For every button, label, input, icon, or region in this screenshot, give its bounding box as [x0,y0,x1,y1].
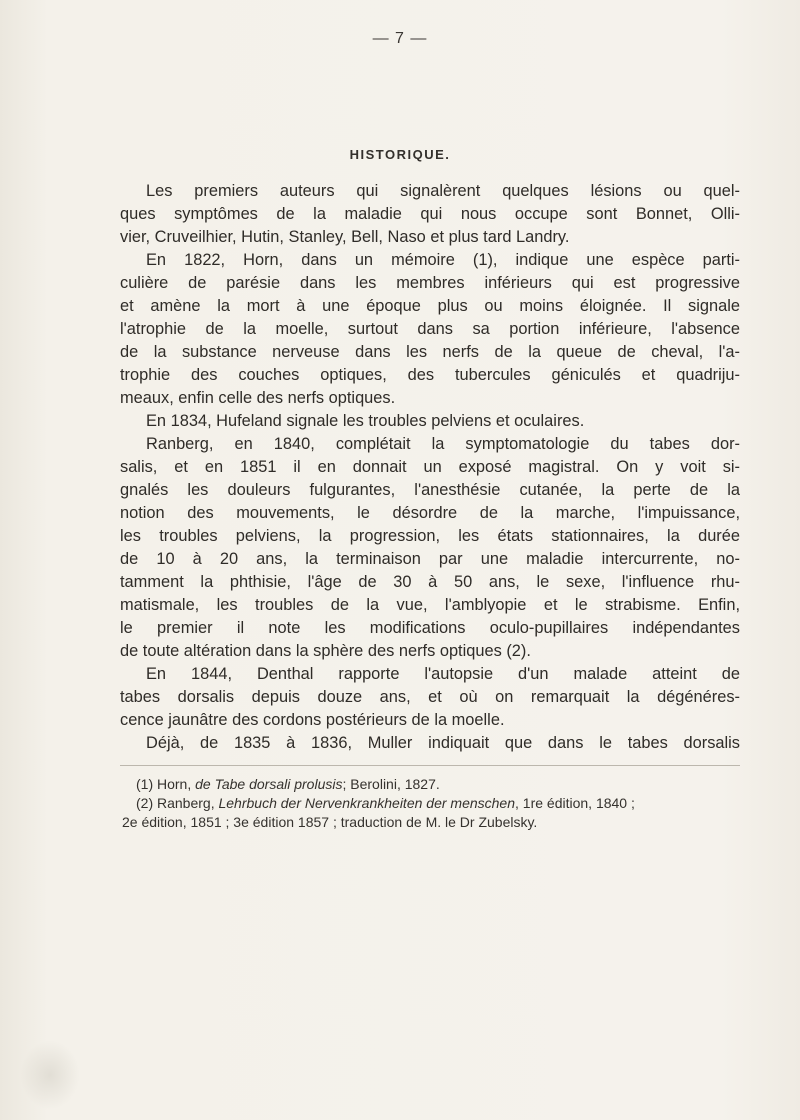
body-text [120,180,740,755]
text-line: Les premiers auteurs qui signalèrent quelques lésions ou quel- [146,182,740,200]
text-line: de toute altération dans la sphère des nerfs optiques (2). [120,642,531,660]
text-line: le premier il note les modifications oculo-pupillaires indépendantes [120,619,740,637]
footnote-divider [120,765,740,766]
text-line: En 1822, Horn, dans un mémoire (1), indique une espèce parti- [146,251,740,269]
text-line: notion des mouvements, le désordre de la marche, l'impuissance, [120,504,740,522]
footnote-1-suffix: ; Berolini, 1827. [342,776,440,792]
footnote-2-suffix: , 1re édition, 1840 ; [515,795,635,811]
page-number: — 7 — [372,30,428,47]
text-line: tamment la phthisie, l'âge de 30 à 50 ans, le sexe, l'influence rhu- [120,573,740,591]
text-line: les troubles pelviens, la progression, les états stationnaires, la durée [120,527,740,545]
text-line: trophie des couches optiques, des tubercules géniculés et quadriju- [120,366,740,384]
footnote-2-title: Lehrbuch der Nervenkrankheiten der menschen [218,795,515,811]
paper-stain [20,1040,80,1110]
footnote-2 [122,794,737,813]
text-line: de 10 à 20 ans, la terminaison par une maladie intercurrente, no- [120,550,740,568]
text-line: meaux, enfin celle des nerfs optiques. [120,389,396,407]
section-heading: HISTORIQUE. [349,147,451,162]
text-line: matismale, les troubles de la vue, l'amblyopie et le strabisme. Enfin, [120,596,740,614]
footnotes [122,775,737,832]
text-line: l'atrophie de la moelle, surtout dans sa portion inférieure, l'absence [120,320,740,338]
text-line: tabes dorsalis depuis douze ans, et où on remarquait la dégénéres- [120,688,740,706]
footnote-2-prefix: (2) Ranberg, [136,795,219,811]
text-line: de la substance nerveuse dans les nerfs de la queue de cheval, l'a- [120,343,740,361]
text-line: cence jaunâtre des cordons postérieurs de la moelle. [120,711,505,729]
text-line: En 1844, Denthal rapporte l'autopsie d'un malade atteint de [146,665,740,683]
text-line: ques symptômes de la maladie qui nous occupe sont Bonnet, Olli- [120,205,740,223]
text-line: gnalés les douleurs fulgurantes, l'anesthésie cutanée, la perte de la [120,481,740,499]
text-line: vier, Cruveilhier, Hutin, Stanley, Bell, Naso et plus tard Landry. [120,228,570,246]
footnote-1-prefix: (1) Horn, [136,776,196,792]
text-line: En 1834, Hufeland signale les troubles pelviens et oculaires. [146,412,585,430]
text-line: Ranberg, en 1840, complétait la symptomatologie du tabes dor- [146,435,740,453]
text-line: culière de parésie dans les membres inférieurs qui est progressive [120,274,740,292]
text-line: Déjà, de 1835 à 1836, Muller indiquait que dans le tabes dorsalis [146,734,740,752]
text-line: et amène la mort à une époque plus ou moins éloignée. Il signale [120,297,740,315]
footnote-1-title: de Tabe dorsali prolusis [195,776,343,792]
text-line: salis, et en 1851 il en donnait un exposé magistral. On y voit si- [120,458,740,476]
footnote-1 [122,775,737,794]
footnote-2-continued: 2e édition, 1851 ; 3e édition 1857 ; traduction de M. le Dr Zubelsky. [122,814,538,830]
